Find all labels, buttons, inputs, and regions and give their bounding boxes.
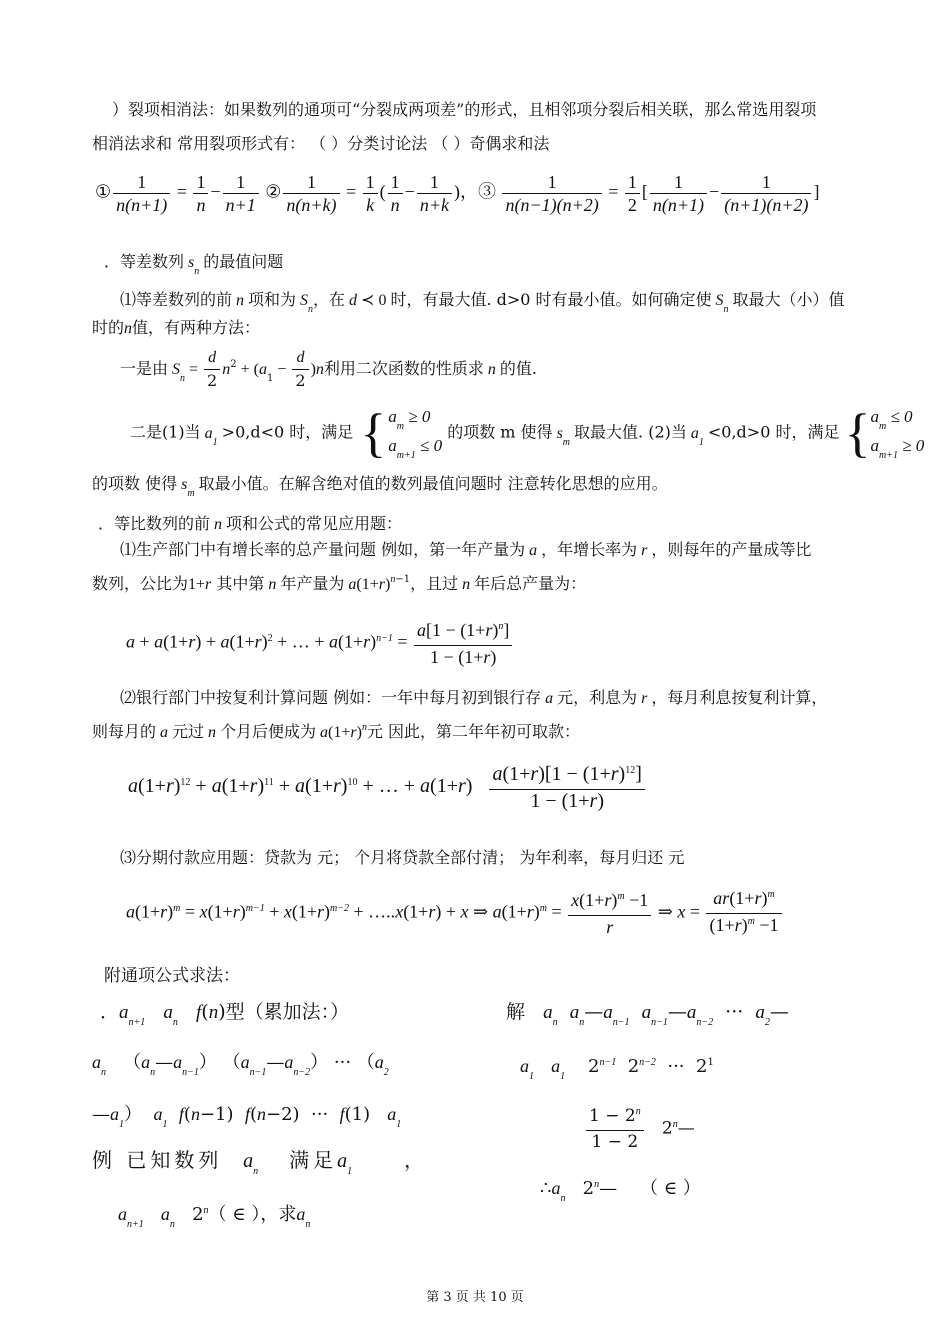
paragraph-geo-3: ⑶分期付款应用题：贷款为 元； 个月将贷款全部付清； 为年利率，每月归还 元 bbox=[120, 848, 685, 867]
paragraph-arith-1: ⑴等差数列的前 n 项和为 $S_n$，在 d ≺ 0 时，有最大值. d>0 时有最小值。如何确定使 $S_n$ 取最大（小）值 bbox=[120, 290, 845, 315]
paragraph-geo-2: ⑵银行部门中按复利计算问题 例如：一年中每月初到银行存 a 元，利息为 r ，每月利息按复利计算， bbox=[120, 688, 828, 707]
split-term-formulas: ① $\frac{1}{n(n+1)}$ = $\frac{1}{n}$ − $\frac{1}{n+1}$ ② $\frac{1}{n(n+k)}$ = $\frac{1}{k}$ ( $\frac{1}{n}$ − $\frac{1}{n+k}$ )，③ $\frac{1}{n(n-1)(n+2)}$ = $\frac{1}{2}$ [ $\frac{1}{n(n+1)}$ − $\frac{1}{(n+1)(n+2)}$ ] bbox=[95, 172, 820, 215]
section-title-geometric: ．等比数列的前 n 项和公式的常见应用题： bbox=[98, 514, 403, 533]
solution-line-3: $\frac{1 - 2^n}{1 - 2}$ 2$^n$— bbox=[584, 1106, 695, 1152]
solution-conclusion: $\therefore a_n$ 2$^n$— （ ∈ ） bbox=[540, 1178, 701, 1204]
example-recurrence: $a_{n+1}$ $a_n$ 2$^n$（ ∈ ），求$a_n$ bbox=[118, 1204, 311, 1230]
solution-line-1: 解 $a_n$ $a_n—a_{n-1}$ $a_{n-1}—a_{n-2}$ ··· $a_2—$ bbox=[506, 1001, 789, 1028]
compound-interest-formula: $a(1+r)^{12} + a(1+r)^{11} + a(1+r)^{10}$ + … + a(1+r) $\frac{a(1+r)[1 - (1+r)^{12}]}{1 - (1+r)}$ bbox=[128, 764, 647, 811]
accumulation-expansion-2: $—a_1$） $a_1$ f(n−1) f(n−2) ··· f(1) $a_1$ bbox=[92, 1104, 402, 1130]
appendix-title: 附通项公式求法： bbox=[104, 966, 240, 986]
page-footer: 第 3 页 共 10 页 bbox=[426, 1290, 524, 1305]
solution-line-2: $a_1$ $a_1$ $2^{n-1}$ $2^{n-2}$ ··· $2^1$ bbox=[520, 1056, 714, 1082]
paragraph-arith-1b: 时的n值，有两种方法： bbox=[92, 318, 261, 337]
example-statement: 例 已知数列 $a_n$ 满足$a_1$ ， bbox=[92, 1148, 428, 1177]
installment-formula: $a(1+r)^m = x(1+r)^{m-1} + x(1+r)^{m-2}$ + …..x(1+r) + x ⇒ $a(1+r)^m$ = $\frac{x(1+r)^m -1}{r}$ ⇒ x = $\frac{ar(1+r)^m}{(1+r)^m -1}$ bbox=[126, 888, 784, 939]
text-line-2: 相消法求和 常用裂项形式有： （ ）分类讨论法 （ ）奇偶求和法 bbox=[92, 134, 550, 153]
text-line-1: ）裂项相消法：如果数列的通项可“分裂成两项差”的形式，且相邻项分裂后相关联，那么常选用裂项 bbox=[112, 100, 817, 119]
paragraph-arith-4: 的项数 使得 $s_m$ 取最小值。在解含绝对值的数列最值问题时 注意转化思想的应用。 bbox=[92, 474, 668, 499]
total-output-formula: $a + a(1+r) + a(1+r)^2$ + … + $a(1+r)^{n-1}$ = $\frac{a[1 - (1+r)^n]}{1 - (1+r)}$ bbox=[126, 620, 514, 667]
type-accumulation: ．$a_{n+1}$ $a_n$ f(n)型（累加法：） bbox=[100, 1001, 350, 1028]
paragraph-geo-2b: 则每月的 a 元过 n 个月后便成为 $a(1+r)^n$元 因此，第二年年初可取款： bbox=[92, 722, 581, 741]
paragraph-geo-1b: 数列，公比为1+r 其中第 n 年产量为 $a(1+r)^{n-1}$，且过 n 年后总产量为： bbox=[92, 574, 587, 593]
accumulation-expansion-1: $a_n$ $(a_n—a_{n-1})$ $(a_{n-1}—a_{n-2})$ ··· （$a_2$ bbox=[92, 1052, 389, 1078]
section-title-arith-extremes: ．等差数列 $s_n$ 的最值问题 bbox=[104, 252, 284, 277]
paragraph-arith-2: 一是由 $S_n$ = $\frac{d}{2}$ $n^2 + (a_1$ − $\frac{d}{2}$ )n利用二次函数的性质求 n 的值. bbox=[120, 349, 537, 390]
paragraph-arith-3: 二是(1)当 $a_1 >0,d<0$ 时，满足 { $a_m \ge 0$ $a_{m+1} \le 0$ 的项数 m 使得 $s_m$ 取最大值. (2)当 $a_1 <0,d>0$ 时，满足 {$a_m \le 0$ $a_{m+1} \ge 0$ bbox=[130, 403, 925, 463]
paragraph-geo-1: ⑴生产部门中有增长率的总产量问题 例如，第一年产量为 a ，年增长率为 r ，则每年的产量成等比 bbox=[120, 540, 812, 559]
